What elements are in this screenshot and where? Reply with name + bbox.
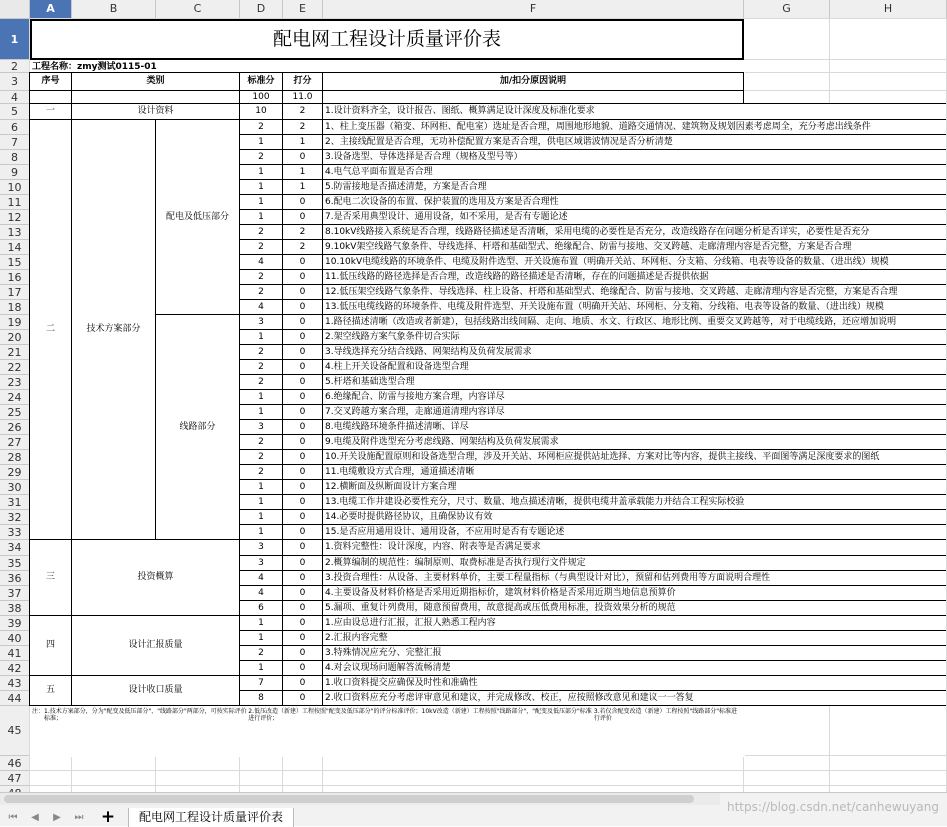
item-standard-score[interactable]: 4 xyxy=(239,570,283,586)
sheet-title[interactable]: 配电网工程设计质量评价表 xyxy=(30,19,744,60)
sheet-tab-bar xyxy=(0,792,947,826)
sheet-tab[interactable]: 配电网工程设计质量评价表 xyxy=(128,808,294,827)
item-description[interactable]: 6.配电二次设备的布置、保护装置的选用及方案是否合理性 xyxy=(322,194,946,210)
project-name[interactable]: 工程名称：zmy测试0115-01 xyxy=(30,60,745,74)
item-standard-score[interactable]: 1 xyxy=(239,615,283,631)
row-header-44[interactable]: 44 xyxy=(0,691,30,706)
item-standard-score[interactable]: 1 xyxy=(239,509,283,525)
total-seq-blank[interactable] xyxy=(29,90,72,104)
item-description[interactable]: 4.对会议现场问题解答流畅清楚 xyxy=(322,660,946,676)
item-description[interactable]: 2.收口资料应充分考虑评审意见和建议，并完成修改、校正，应按照修改意见和建议一一答复 xyxy=(322,690,946,706)
notes-cell[interactable] xyxy=(30,706,745,757)
item-description[interactable]: 12.横断面及纵断面设计方案合理 xyxy=(322,479,946,495)
row-header-46[interactable]: 46 xyxy=(0,756,30,771)
gridline xyxy=(30,770,947,771)
item-standard-score[interactable]: 1 xyxy=(239,479,283,495)
item-description[interactable]: 2.架空线路方案气象条件切合实际 xyxy=(322,329,946,345)
header-description[interactable]: 加/扣分原因说明 xyxy=(322,72,744,91)
item-description[interactable]: 13.电缆工作井建设必要性充分，尺寸、数量、地点描述清晰，提供电缆井盖承载能力并结合工程实际校验 xyxy=(322,494,946,510)
item-description[interactable]: 8.10kV线路接入系统是否合理，线路路径描述是否清晰，采用电缆的必要性是否充分，改造线路存在问题分析是否详实，必要性是否充分 xyxy=(322,224,946,240)
group-3-num[interactable]: 三 xyxy=(29,539,72,616)
last-sheet-icon[interactable]: ⏭ xyxy=(74,812,84,823)
row-header-28[interactable]: 28 xyxy=(0,450,30,465)
row-header-26[interactable]: 26 xyxy=(0,420,30,435)
group-4-name[interactable]: 设计汇报质量 xyxy=(71,615,240,676)
cell-grid[interactable] xyxy=(30,19,947,792)
item-score[interactable]: 0 xyxy=(282,675,323,691)
item-description[interactable]: 9.10kV架空线路气象条件、导线选择、杆塔和基础型式、绝缘配合、防雷与接地、交叉跨越、走廊清理内容是否完整，方案是否合理 xyxy=(322,239,946,255)
row-header-3[interactable]: 3 xyxy=(0,73,30,91)
column-header-h[interactable]: H xyxy=(830,0,947,19)
row-header-6[interactable]: 6 xyxy=(0,120,30,135)
column-header-d[interactable]: D xyxy=(240,0,283,19)
row-header-35[interactable]: 35 xyxy=(0,556,30,571)
item-standard-score[interactable]: 1 xyxy=(239,404,283,420)
row-header-36[interactable]: 36 xyxy=(0,571,30,586)
column-header-b[interactable]: B xyxy=(72,0,156,19)
item-standard-score[interactable]: 1 xyxy=(239,209,283,225)
row-header-7[interactable]: 7 xyxy=(0,135,30,150)
total-desc-blank[interactable] xyxy=(322,90,744,104)
row-header-22[interactable]: 22 xyxy=(0,360,30,375)
item-description[interactable]: 2、主接线配置是否合理，无功补偿配置方案是否合理，供电区域谐波情况是否分析清楚 xyxy=(322,134,946,150)
group-3-name[interactable]: 投资概算 xyxy=(71,539,240,616)
add-sheet-icon[interactable]: + xyxy=(100,807,116,827)
item-standard-score[interactable]: 2 xyxy=(239,149,283,165)
item-score[interactable]: 2 xyxy=(282,119,323,135)
row-header-9[interactable]: 9 xyxy=(0,165,30,180)
item-description[interactable]: 10.10kV电缆线路的环境条件、电缆及附件选型、开关设施布置（明确开关站、环网柜、分支箱、分线箱、电表等设备的数量、（进出线）规模 xyxy=(322,254,946,270)
item-description[interactable]: 5.杆塔和基础选型合理 xyxy=(322,374,946,390)
row-header-39[interactable]: 39 xyxy=(0,616,30,631)
item-score[interactable]: 0 xyxy=(282,600,323,616)
item-description[interactable]: 1.收口资料提交应确保及时性和准确性 xyxy=(322,675,946,691)
item-standard-score[interactable]: 2 xyxy=(239,344,283,360)
item-description[interactable]: 1、柱上变压器（箱变、环网柜、配电室）选址是否合理，周围地形地貌、道路交通情况、建筑物及规划因素考虑周全，充分考虑出线条件 xyxy=(322,119,946,135)
item-score[interactable]: 0 xyxy=(282,585,323,601)
group-1-num[interactable]: 一 xyxy=(29,103,72,120)
item-description[interactable]: 1.资料完整性：设计深度，内容、附表等是否满足要求 xyxy=(322,539,946,556)
item-description[interactable]: 7.交叉跨越方案合理，走廊通道清理内容详尽 xyxy=(322,404,946,420)
column-header-f[interactable]: F xyxy=(323,0,744,19)
item-score[interactable]: 0 xyxy=(282,194,323,210)
item-score[interactable]: 0 xyxy=(282,149,323,165)
item-description[interactable]: 4.电气总平面布置是否合理 xyxy=(322,164,946,180)
item-description[interactable]: 1.设计资料齐全，设计报告、图纸、概算满足设计深度及标准化要求 xyxy=(322,103,946,120)
item-description[interactable]: 5.漏项、重复计列费用，随意预留费用，故意提高或压低费用标准，投资效果分析的规范 xyxy=(322,600,946,616)
column-header-a[interactable]: A xyxy=(30,0,72,19)
header-category[interactable]: 类别 xyxy=(71,72,240,91)
group-5-num[interactable]: 五 xyxy=(29,675,72,706)
item-description[interactable]: 3.导线选择充分结合线路、网架结构及负荷发展需求 xyxy=(322,344,946,360)
item-score[interactable]: 0 xyxy=(282,419,323,435)
item-standard-score[interactable]: 1 xyxy=(239,494,283,510)
column-header-c[interactable]: C xyxy=(156,0,240,19)
item-description[interactable]: 3.设备选型、导体选择是否合理（规格及型号等） xyxy=(322,149,946,165)
row-header-21[interactable]: 21 xyxy=(0,345,30,360)
item-score[interactable]: 0 xyxy=(282,254,323,270)
row-header-18[interactable]: 18 xyxy=(0,300,30,315)
item-description[interactable]: 3.投资合理性：从设备、主要材料单价，主要工程量指标（与典型设计对比），预留和估列费用等方面说明合理性 xyxy=(322,570,946,586)
row-header-47[interactable]: 47 xyxy=(0,771,30,786)
item-description[interactable]: 1.路径描述清晰（改造或者新建），包括线路出线间隔、走向、地质、水文、行政区、地形比例、重要交叉跨越等，对于电缆线路，还应增加说明 xyxy=(322,314,946,330)
row-header-8[interactable]: 8 xyxy=(0,150,30,165)
item-score[interactable]: 0 xyxy=(282,464,323,480)
item-description[interactable]: 11.低压线路的路径选择是否合理，改造线路的路径描述是否清晰，存在的问题描述是否提供依据 xyxy=(322,269,946,285)
scrollbar-thumb[interactable] xyxy=(4,795,694,803)
item-standard-score[interactable]: 6 xyxy=(239,600,283,616)
row-header-33[interactable]: 33 xyxy=(0,525,30,540)
item-standard-score[interactable]: 2 xyxy=(239,359,283,375)
group-2-num[interactable]: 二 xyxy=(29,119,72,540)
item-standard-score[interactable]: 1 xyxy=(239,329,283,345)
row-header-24[interactable]: 24 xyxy=(0,390,30,405)
item-description[interactable]: 5.防雷接地是否描述清楚，方案是否合理 xyxy=(322,179,946,195)
item-score[interactable]: 0 xyxy=(282,359,323,375)
item-description[interactable]: 9.电缆及附件选型充分考虑线路、网架结构及负荷发展需求 xyxy=(322,434,946,450)
item-score[interactable]: 0 xyxy=(282,660,323,676)
row-header-15[interactable]: 15 xyxy=(0,255,30,270)
row-header-14[interactable]: 14 xyxy=(0,240,30,255)
item-standard-score[interactable]: 4 xyxy=(239,254,283,270)
note-line: 3.若仅含配变改造（新建）工程按照"线路部分"标准进行评价 xyxy=(593,708,738,722)
item-description[interactable]: 14.必要时提供路径协议，且确保协议有效 xyxy=(322,509,946,525)
row-header-34[interactable]: 34 xyxy=(0,540,30,556)
note-line: 2.低压改造（新建）工程按照"配变及低压部分"的评分标准评价；10kV改造（新建）工程按照"线路部分"，"配变及低压部分"标准进行评价； xyxy=(248,708,592,722)
row-header-16[interactable]: 16 xyxy=(0,270,30,285)
row-header-25[interactable]: 25 xyxy=(0,405,30,420)
item-standard-score[interactable]: 1 xyxy=(239,179,283,195)
group-2-name[interactable]: 技术方案部分 xyxy=(71,119,156,540)
item-score[interactable]: 0 xyxy=(282,630,323,646)
item-standard-score[interactable]: 10 xyxy=(239,103,283,120)
item-score[interactable]: 1 xyxy=(282,134,323,150)
item-standard-score[interactable]: 1 xyxy=(239,134,283,150)
note-line: 注： xyxy=(32,708,45,715)
item-score[interactable]: 0 xyxy=(282,570,323,586)
item-standard-score[interactable]: 2 xyxy=(239,464,283,480)
header-standard[interactable]: 标准分 xyxy=(239,72,283,91)
gridline xyxy=(30,785,947,786)
row-header-29[interactable]: 29 xyxy=(0,465,30,480)
item-standard-score[interactable]: 1 xyxy=(239,630,283,646)
total-score[interactable]: 11.0 xyxy=(282,90,323,104)
item-description[interactable]: 4.柱上开关设备配置和设备选型合理 xyxy=(322,359,946,375)
item-score[interactable]: 0 xyxy=(282,645,323,661)
item-standard-score[interactable]: 2 xyxy=(239,645,283,661)
item-score[interactable]: 0 xyxy=(282,299,323,315)
horizontal-scrollbar[interactable] xyxy=(0,793,720,805)
row-header-23[interactable]: 23 xyxy=(0,375,30,390)
item-score[interactable]: 0 xyxy=(282,314,323,330)
item-standard-score[interactable]: 4 xyxy=(239,299,283,315)
item-standard-score[interactable]: 2 xyxy=(239,239,283,255)
column-header-g[interactable]: G xyxy=(744,0,830,19)
item-score[interactable]: 0 xyxy=(282,494,323,510)
item-score[interactable]: 0 xyxy=(282,449,323,465)
item-score[interactable]: 0 xyxy=(282,209,323,225)
item-standard-score[interactable]: 1 xyxy=(239,164,283,180)
first-sheet-icon[interactable]: ⏮ xyxy=(8,812,18,823)
item-standard-score[interactable]: 2 xyxy=(239,224,283,240)
row-header-40[interactable]: 40 xyxy=(0,631,30,646)
row-header-41[interactable]: 41 xyxy=(0,646,30,661)
item-description[interactable]: 15.是否应用通用设计、通用设备，不应用时是否有专题论述 xyxy=(322,524,946,540)
item-description[interactable]: 2.概算编制的规范性：编制原则、取费标准是否执行现行文件规定 xyxy=(322,555,946,571)
header-seq[interactable]: 序号 xyxy=(29,72,72,91)
group-4-num[interactable]: 四 xyxy=(29,615,72,676)
total-category-blank[interactable] xyxy=(71,90,240,104)
row-header-20[interactable]: 20 xyxy=(0,330,30,345)
header-score[interactable]: 打分 xyxy=(282,72,323,91)
item-score[interactable]: 0 xyxy=(282,524,323,540)
row-header-10[interactable]: 10 xyxy=(0,180,30,195)
item-score[interactable]: 0 xyxy=(282,509,323,525)
item-standard-score[interactable]: 1 xyxy=(239,660,283,676)
item-description[interactable]: 10.开关设施配置原则和设备选型合理，涉及开关站、环网柜应提供站址选择、方案对比等内容，提供主接线、平面图等满足深度要求的图纸 xyxy=(322,449,946,465)
item-description[interactable]: 12.低压架空线路气象条件、导线选择、柱上设备、杆塔和基础型式、绝缘配合、防雷与接地、交叉跨越、走廊清理内容是否完整，方案是否合理 xyxy=(322,284,946,300)
item-score[interactable]: 2 xyxy=(282,239,323,255)
item-score[interactable]: 0 xyxy=(282,555,323,571)
row-header-43[interactable]: 43 xyxy=(0,676,30,691)
item-description[interactable]: 6.绝缘配合、防雷与接地方案合理，内容详尽 xyxy=(322,389,946,405)
item-score[interactable]: 0 xyxy=(282,615,323,631)
item-score[interactable]: 1 xyxy=(282,179,323,195)
watermark-text: https://blog.csdn.net/canhewuyang xyxy=(726,800,939,814)
item-score[interactable]: 0 xyxy=(282,284,323,300)
item-description[interactable]: 1.应由设总进行汇报，汇报人熟悉工程内容 xyxy=(322,615,946,631)
item-score[interactable]: 0 xyxy=(282,344,323,360)
item-standard-score[interactable]: 2 xyxy=(239,284,283,300)
prev-sheet-icon[interactable]: ◀ xyxy=(31,812,39,823)
item-score[interactable]: 0 xyxy=(282,434,323,450)
row-header-27[interactable]: 27 xyxy=(0,435,30,450)
item-score[interactable]: 0 xyxy=(282,269,323,285)
next-sheet-icon[interactable]: ▶ xyxy=(53,812,61,823)
item-description[interactable]: 8.电缆线路环境条件描述清晰、详尽 xyxy=(322,419,946,435)
row-header-19[interactable]: 19 xyxy=(0,315,30,330)
item-description[interactable]: 4.主要设备及材料价格是否采用近期指标价，建筑材料价格是否采用近期当地信息预算价 xyxy=(322,585,946,601)
item-standard-score[interactable]: 2 xyxy=(239,449,283,465)
row-header-17[interactable]: 17 xyxy=(0,285,30,300)
item-standard-score[interactable]: 1 xyxy=(239,524,283,540)
row-header-37[interactable]: 37 xyxy=(0,586,30,601)
group-5-name[interactable]: 设计收口质量 xyxy=(71,675,240,706)
item-standard-score[interactable]: 8 xyxy=(239,690,283,706)
item-score[interactable]: 0 xyxy=(282,690,323,706)
item-standard-score[interactable]: 7 xyxy=(239,675,283,691)
group-2-sub-line[interactable]: 线路部分 xyxy=(155,314,240,540)
total-standard[interactable]: 100 xyxy=(239,90,283,104)
row-header-38[interactable]: 38 xyxy=(0,601,30,616)
item-standard-score[interactable]: 3 xyxy=(239,555,283,571)
row-header-1[interactable]: 1 xyxy=(0,19,30,60)
item-score[interactable]: 0 xyxy=(282,539,323,556)
item-description[interactable]: 11.电缆敷设方式合理，通道描述清晰 xyxy=(322,464,946,480)
item-standard-score[interactable]: 2 xyxy=(239,119,283,135)
item-score[interactable]: 2 xyxy=(282,103,323,120)
row-header-12[interactable]: 12 xyxy=(0,210,30,225)
row-header-42[interactable]: 42 xyxy=(0,661,30,676)
row-header-30[interactable]: 30 xyxy=(0,480,30,495)
row-header-2[interactable]: 2 xyxy=(0,60,30,73)
item-standard-score[interactable]: 3 xyxy=(239,314,283,330)
row-header-4[interactable]: 4 xyxy=(0,91,30,104)
item-description[interactable]: 3.特殊情况应充分、完整汇报 xyxy=(322,645,946,661)
item-description[interactable]: 2.汇报内容完整 xyxy=(322,630,946,646)
row-header-13[interactable]: 13 xyxy=(0,225,30,240)
item-standard-score[interactable]: 3 xyxy=(239,419,283,435)
item-standard-score[interactable]: 2 xyxy=(239,374,283,390)
row-header-45[interactable]: 45 xyxy=(0,706,30,756)
group-2-sub-distribution[interactable]: 配电及低压部分 xyxy=(155,119,240,315)
item-description[interactable]: 13.低压电缆线路的环境条件、电缆及附件选型、开关设施布置（明确开关站、环网柜、分支箱、分线箱、电表等设备的数量、（进出线）规模 xyxy=(322,299,946,315)
item-score[interactable]: 0 xyxy=(282,479,323,495)
item-score[interactable]: 1 xyxy=(282,164,323,180)
item-score[interactable]: 0 xyxy=(282,374,323,390)
row-header-32[interactable]: 32 xyxy=(0,510,30,525)
row-header-31[interactable]: 31 xyxy=(0,495,30,510)
item-score[interactable]: 0 xyxy=(282,389,323,405)
item-score[interactable]: 0 xyxy=(282,329,323,345)
select-all-corner[interactable] xyxy=(0,0,30,19)
item-standard-score[interactable]: 1 xyxy=(239,194,283,210)
note-line: 1.技术方案部分，分为"配变及低压部分"、"线路部分"两部分，可按实际评价标准； xyxy=(44,708,247,722)
item-standard-score[interactable]: 2 xyxy=(239,269,283,285)
column-header-e[interactable]: E xyxy=(283,0,323,19)
item-description[interactable]: 7.是否采用典型设计、通用设备，如不采用，是否有专题论述 xyxy=(322,209,946,225)
row-header-5[interactable]: 5 xyxy=(0,104,30,120)
row-header-11[interactable]: 11 xyxy=(0,195,30,210)
item-standard-score[interactable]: 1 xyxy=(239,389,283,405)
item-standard-score[interactable]: 3 xyxy=(239,539,283,556)
item-score[interactable]: 0 xyxy=(282,404,323,420)
item-standard-score[interactable]: 2 xyxy=(239,434,283,450)
group-1-name[interactable]: 设计资料 xyxy=(71,103,240,120)
item-score[interactable]: 2 xyxy=(282,224,323,240)
item-standard-score[interactable]: 4 xyxy=(239,585,283,601)
